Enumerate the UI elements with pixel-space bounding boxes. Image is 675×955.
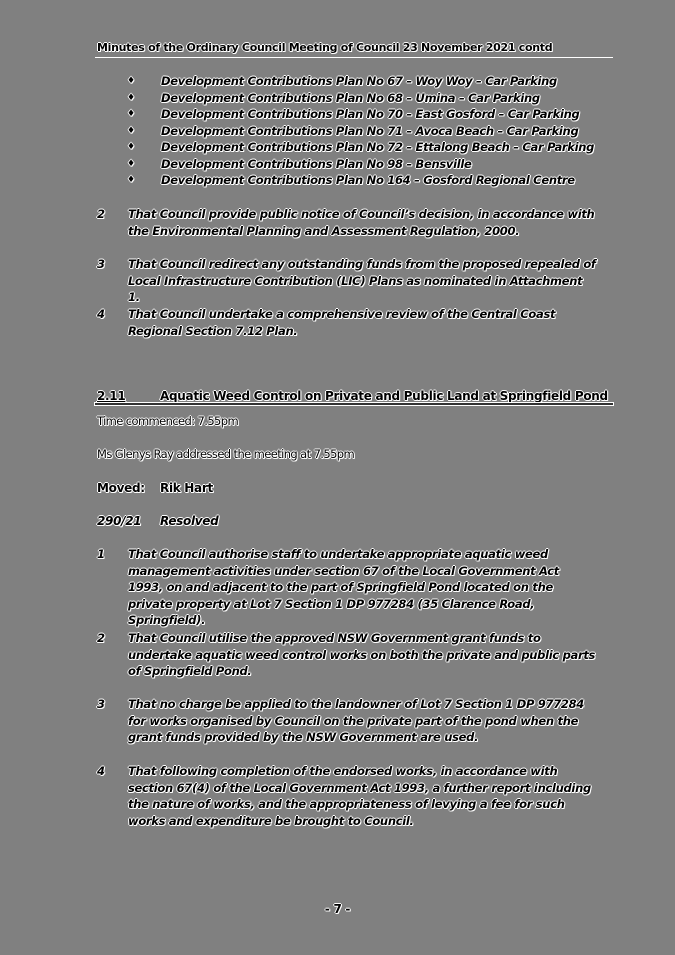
diamond-bullet-icon: ♦ (127, 142, 135, 152)
list-item (127, 139, 594, 156)
resolution-item (97, 630, 597, 680)
address-note: Ms Glenys Ray addressed the meeting at 7.55pm (97, 447, 355, 461)
resolution-item (97, 763, 597, 829)
list-item-text: Development Contributions Plan No 98 – Bensville (161, 156, 472, 171)
resolution-line (97, 514, 218, 528)
resolution-number: 4 (97, 307, 105, 321)
resolution-number: 3 (97, 257, 105, 271)
time-commenced: Time commenced: 7.55pm (97, 414, 239, 428)
list-item-text: Development Contributions Plan No 68 – Umina – Car Parking (161, 90, 540, 105)
resolution-text: That Council provide public notice of Council’s decision, in accordance with the Environmental Planning and Assessment Regulation, 2000. (128, 207, 595, 238)
moved-line (97, 481, 213, 495)
header-divider (95, 57, 613, 58)
resolution-text: That Council utilise the approved NSW Government grant funds to undertake aquatic weed control works on both the private and public parts of Springfield Pond. (128, 631, 596, 678)
list-item (127, 106, 594, 123)
item-title: Aquatic Weed Control on Private and Public Land at Springfield Pond (160, 389, 608, 403)
list-item-text: Development Contributions Plan No 67 – Woy Woy – Car Parking (161, 74, 557, 88)
resolution-text: That Council redirect any outstanding funds from the proposed repealed of Local Infrastructure Contribution (LIC) Plans as nominated in Attachment 1. (128, 257, 596, 304)
list-item (127, 156, 594, 173)
item-number: 2.11 (97, 389, 126, 403)
list-item (127, 73, 594, 90)
diamond-bullet-icon: ♦ (127, 109, 135, 119)
list-item-text: Development Contributions Plan No 72 – Ettalong Beach – Car Parking (161, 140, 595, 154)
list-item-text: Development Contributions Plan No 71 – Avoca Beach – Car Parking (161, 123, 579, 138)
diamond-bullet-icon: ♦ (127, 76, 135, 86)
resolution-text: That following completion of the endorsed works, in accordance with section 67(4) of the Local Government Act 1993, a further report including the nature of works, and the appropriateness of levying a fee for such works and expenditure be brought to Council. (128, 764, 591, 828)
list-item (127, 123, 594, 140)
resolution-item (97, 696, 597, 746)
resolution-text: That no charge be applied to the landowner of Lot 7 Section 1 DP 977284 for works organised by Council on the private part of the pond when the grant funds provided by the NSW Government are used. (128, 697, 584, 744)
plan-list (127, 73, 594, 189)
resolution-text: That Council undertake a comprehensive review of the Central Coast Regional Section 7.12 Plan. (128, 307, 556, 338)
resolution-number-label: 290/21 (97, 514, 142, 528)
list-item-text: Development Contributions Plan No 164 – Gosford Regional Centre (161, 173, 575, 187)
page-number: - 7 - (324, 902, 351, 916)
list-item (127, 172, 594, 189)
resolution-item (97, 306, 597, 339)
diamond-bullet-icon: ♦ (127, 158, 135, 169)
diamond-bullet-icon: ♦ (127, 125, 135, 136)
page-header: Minutes of the Ordinary Council Meeting of Council 23 November 2021 contd (97, 41, 553, 54)
resolution-number: 1 (97, 547, 105, 561)
heading-divider (95, 403, 613, 405)
resolution-item (97, 256, 597, 306)
moved-by: Rik Hart (160, 481, 213, 495)
list-item (127, 90, 594, 107)
resolution-item (97, 206, 597, 239)
resolution-text: That Council authorise staff to undertake appropriate aquatic weed management activities under section 67 of the Local Government Act 1993, on and adjacent to the part of Springfield Pond located on the private property at Lot 7 Section 1 DP 977284 (35 Clarence Road, Springfield). (128, 547, 559, 627)
moved-label: Moved: (97, 481, 145, 495)
resolution-item (97, 546, 597, 629)
list-item-text: Development Contributions Plan No 70 – East Gosford – Car Parking (161, 107, 580, 121)
diamond-bullet-icon: ♦ (127, 175, 135, 185)
resolution-number: 2 (97, 631, 105, 645)
resolution-number: 3 (97, 697, 105, 711)
resolution-number: 2 (97, 207, 105, 221)
diamond-bullet-icon: ♦ (127, 92, 135, 103)
resolution-number: 4 (97, 764, 105, 778)
resolution-status: Resolved (160, 514, 219, 528)
item-heading (97, 389, 608, 403)
